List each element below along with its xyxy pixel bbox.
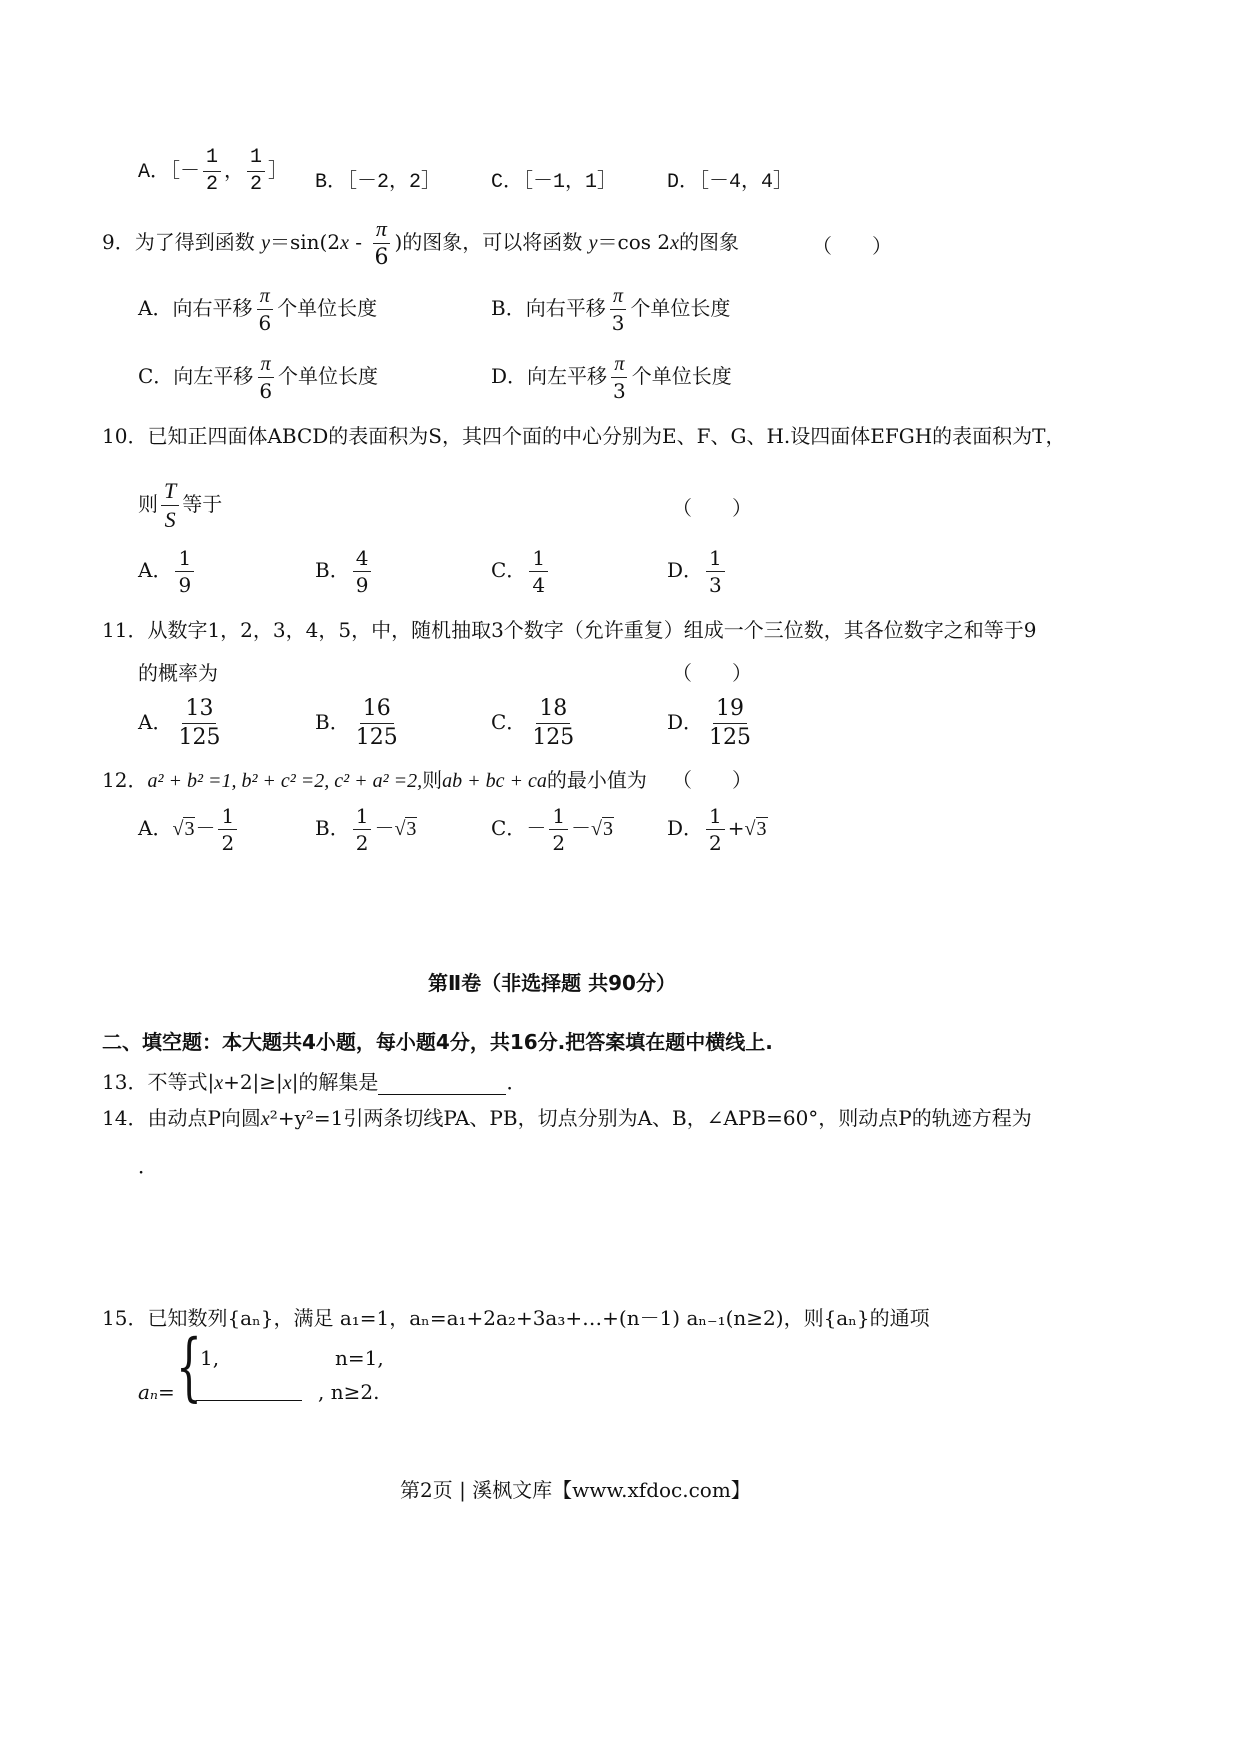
question-15: 15．已知数列{aₙ}，满足 a₁=1，aₙ=a₁+2a₂+3a₃+…+(n－1) aₙ₋₁(n≥2)，则{aₙ}的通项 <box>102 1306 930 1330</box>
page-footer: 第2页 | 溪枫文库【www.xfdoc.com】 <box>400 1478 751 1502</box>
q11-option-d: D． $\frac{19}{125}$ <box>667 698 757 749</box>
q8-option-d: D．［－4，4］ <box>667 171 794 194</box>
q10-answer-paren: （ ） <box>672 496 752 520</box>
sqrt: √3 <box>591 818 614 840</box>
q10-option-c: C． $\frac{1}{4}$ <box>491 548 551 595</box>
question-9: 9．为了得到函数 y＝sin(2x - $\frac{\pi}{6}$ )的图象，可以将函数 y＝cos 2x的图象 <box>102 216 739 270</box>
fraction: $\frac{19}{125}$ <box>709 696 752 750</box>
fraction: $\frac{1}{2}$ <box>353 806 372 853</box>
question-10: 10．已知正四面体ABCD的表面积为S，其四个面的中心分别为E、F、G、H.设四面体EFGH的表面积为T， <box>102 424 1066 448</box>
question-14: 14．由动点P向圆x²+y²=1引两条切线PA、PB，切点分别为A、B，∠APB=60°，则动点P的轨迹方程为 <box>102 1106 1032 1130</box>
q10-option-b: B． $\frac{4}{9}$ <box>315 548 374 595</box>
fraction: $\frac{\pi}{6}$ <box>258 285 272 335</box>
sqrt: √3 <box>172 818 195 840</box>
sqrt: √3 <box>744 818 767 840</box>
fraction: $\frac{\pi}{6}$ <box>374 216 389 270</box>
q12-option-b: B． $\frac{1}{2}$ －√3 <box>315 804 417 855</box>
q8-option-a: A．［－ $\frac{1}{2}$ ， $\frac{1}{2}$ ］ <box>138 146 289 196</box>
section-2-title: 第Ⅱ卷（非选择题 共90分） <box>428 971 676 995</box>
q14-dot: ． <box>138 1154 158 1178</box>
q12-option-c: C．－ $\frac{1}{2}$ －√3 <box>491 804 614 855</box>
fraction: $\frac{1}{2}$ <box>706 806 725 853</box>
fraction: $\frac{1}{4}$ <box>529 548 548 595</box>
fraction: $\frac{1}{2}$ <box>218 806 237 853</box>
q11-option-b: B． $\frac{16}{125}$ <box>315 698 404 749</box>
q11-option-c: C． $\frac{18}{125}$ <box>491 698 580 749</box>
fraction: $\frac{\pi}{3}$ <box>613 353 626 403</box>
sqrt: √3 <box>394 818 417 840</box>
fraction: $\frac{16}{125}$ <box>355 696 398 750</box>
fraction: $\frac{1}{2}$ <box>549 806 568 853</box>
q12-answer-paren: （ ） <box>672 768 752 792</box>
q9-option-b: B．向右平移 $\frac{\pi}{3}$ 个单位长度 <box>491 285 731 335</box>
q11-option-a: A． $\frac{13}{125}$ <box>138 698 226 749</box>
answer-blank[interactable] <box>378 1070 506 1095</box>
question-11: 11．从数字1，2，3，4，5，中，随机抽取3个数字（允许重复）组成一个三位数，其各位数字之和等于9 <box>102 618 1037 642</box>
fraction: $\frac{4}{9}$ <box>353 548 372 595</box>
q11-line-2: 的概率为 <box>138 661 218 685</box>
q12-option-d: D． $\frac{1}{2}$ +√3 <box>667 804 767 855</box>
q9-option-d: D．向左平移 $\frac{\pi}{3}$ 个单位长度 <box>491 353 732 403</box>
fraction: $\frac{\pi}{6}$ <box>259 353 273 403</box>
q8-option-c: C．［－1，1］ <box>491 171 618 194</box>
q15-case-2-condition: , n≥2. <box>318 1380 380 1404</box>
q8-option-b: B．［－2，2］ <box>315 171 442 194</box>
fraction: $\frac{13}{125}$ <box>178 696 221 750</box>
fraction: $\frac{1}{3}$ <box>706 548 725 595</box>
q10-line-2: 则 $\frac{T}{S}$ 等于 <box>138 478 223 532</box>
q15-lhs: aₙ= <box>138 1380 175 1404</box>
section-2-heading: 二、填空题：本大题共4小题，每小题4分，共16分.把答案填在题中横线上. <box>102 1030 773 1054</box>
question-12: 12．a² + b² =1, b² + c² =2, c² + a² =2,则ab + bc + ca的最小值为 <box>102 768 647 792</box>
fraction: $\frac{1}{9}$ <box>175 548 194 595</box>
fraction: $\frac{\pi}{3}$ <box>611 285 625 335</box>
q9-answer-paren: （ ） <box>812 234 892 258</box>
q15-answer-blank[interactable] <box>196 1380 302 1401</box>
fraction: $\frac{1}{2}$ <box>203 148 221 195</box>
question-13: 13．不等式|x+2|≥|x|的解集是 ． <box>102 1070 527 1094</box>
fraction: $\frac{T}{S}$ <box>161 480 179 531</box>
fraction: $\frac{1}{2}$ <box>247 148 265 195</box>
fraction: $\frac{18}{125}$ <box>532 696 575 750</box>
q15-case-1-value: 1, <box>200 1346 220 1370</box>
q10-option-d: D． $\frac{1}{3}$ <box>667 548 728 595</box>
q11-answer-paren: （ ） <box>672 661 752 685</box>
q15-case-1-condition: n=1, <box>335 1346 384 1370</box>
q9-option-a: A．向右平移 $\frac{\pi}{6}$ 个单位长度 <box>138 285 378 335</box>
q12-option-a: A．√3－ $\frac{1}{2}$ <box>138 806 240 853</box>
left-brace: { <box>176 1324 202 1410</box>
q9-option-c: C．向左平移 $\frac{\pi}{6}$ 个单位长度 <box>138 353 379 403</box>
q10-option-a: A． $\frac{1}{9}$ <box>138 548 197 595</box>
